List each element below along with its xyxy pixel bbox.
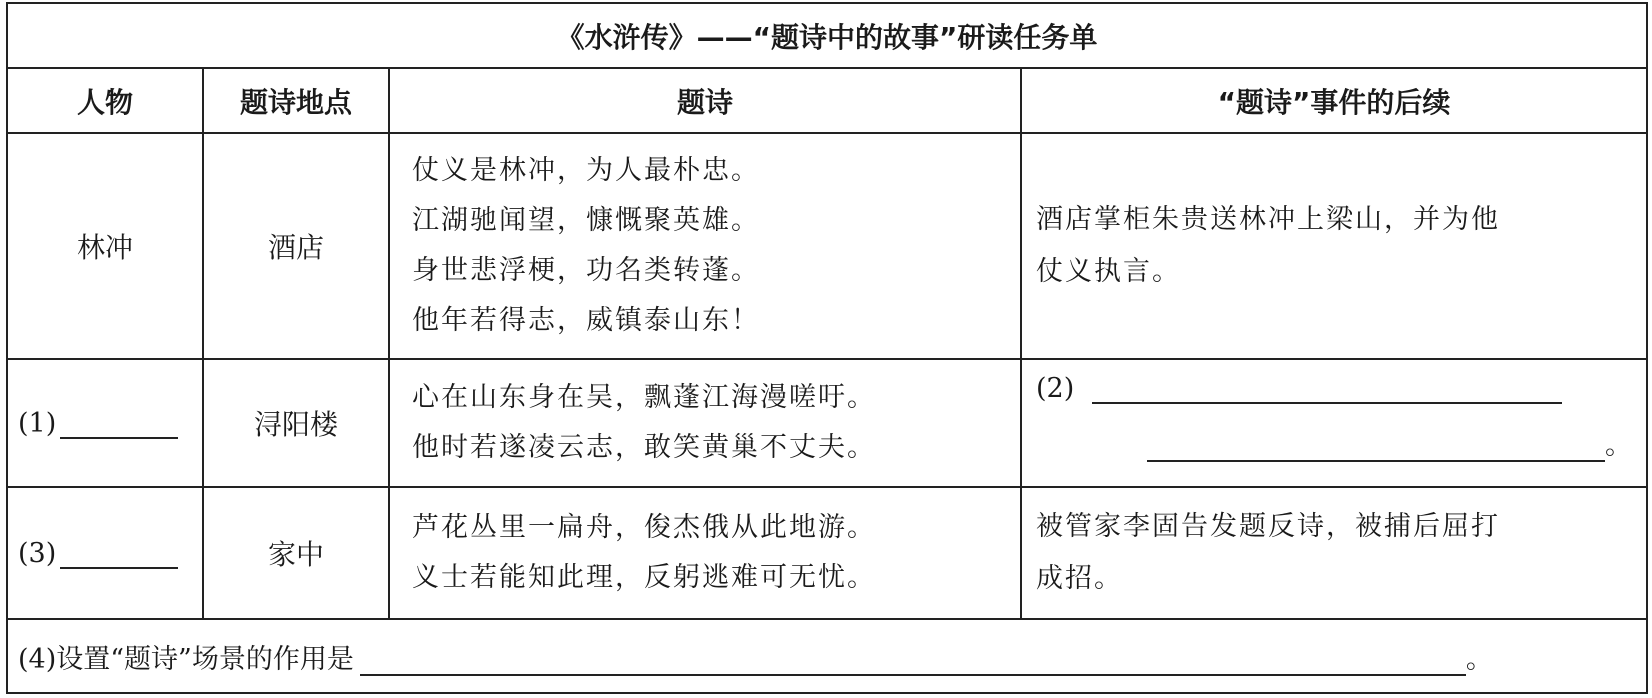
poem-line: 芦花丛里一扁舟，俊杰俄从此地游。 — [412, 512, 876, 543]
followup-line: 成招。 — [1036, 563, 1123, 594]
blank-label: (2) — [1036, 373, 1075, 404]
person-blank-cell — [7, 359, 203, 487]
question-row — [7, 619, 1647, 693]
poem-line: 身世悲浮梗，功名类转蓬。 — [412, 255, 760, 286]
table-row — [7, 359, 1647, 487]
question-4-cell — [7, 619, 1647, 693]
poem-line: 仗义是林冲，为人最朴忠。 — [412, 155, 760, 186]
worksheet-title: 《水浒传》——“题诗中的故事”研读任务单 — [7, 3, 1647, 68]
worksheet-table — [6, 2, 1648, 694]
table-row — [7, 133, 1647, 359]
answer-blank-1[interactable] — [60, 415, 178, 439]
place-cell: 浔阳楼 — [203, 359, 389, 487]
blank-end-mark: 。 — [1605, 430, 1632, 461]
answer-blank-3[interactable] — [60, 545, 178, 569]
poem-line: 江湖驰闻望，慷慨聚英雄。 — [412, 205, 760, 236]
followup-cell — [1021, 133, 1647, 359]
followup-line: 被管家李固告发题反诗，被捕后屈打 — [1036, 511, 1500, 542]
header-person: 人物 — [7, 68, 203, 133]
followup-cell — [1021, 487, 1647, 619]
followup-line: 酒店掌柜朱贵送林冲上梁山，并为他 — [1036, 204, 1500, 235]
header-place: 题诗地点 — [203, 68, 389, 133]
table-row — [7, 487, 1647, 619]
poem-cell — [389, 133, 1021, 359]
blank-end-mark: 。 — [1465, 643, 1493, 675]
poem-line: 他年若得志，威镇泰山东！ — [412, 305, 760, 336]
poem-line: 心在山东身在吴，飘蓬江海漫嗟吁。 — [412, 382, 876, 413]
answer-blank-2b[interactable] — [1147, 438, 1605, 462]
answer-blank-2a[interactable] — [1092, 380, 1562, 404]
place-cell: 家中 — [203, 487, 389, 619]
followup-blank-cell — [1021, 359, 1647, 487]
header-poem: 题诗 — [389, 68, 1021, 133]
blank-label: (1) — [18, 407, 57, 439]
poem-line: 义士若能知此理，反躬逃难可无忧。 — [412, 562, 876, 593]
header-followup: “题诗”事件的后续 — [1021, 68, 1647, 133]
worksheet — [6, 2, 1646, 695]
followup-line: 仗义执言。 — [1036, 256, 1181, 287]
answer-blank-4[interactable] — [360, 652, 1466, 676]
poem-cell — [389, 487, 1021, 619]
place-cell: 酒店 — [203, 133, 389, 359]
question-4-label: (4)设置“题诗”场景的作用是 — [18, 643, 354, 675]
poem-line: 他时若遂凌云志，敢笑黄巢不丈夫。 — [412, 432, 876, 463]
person-blank-cell — [7, 487, 203, 619]
blank-label: (3) — [18, 537, 57, 569]
person-cell: 林冲 — [7, 133, 203, 359]
poem-cell — [389, 359, 1021, 487]
